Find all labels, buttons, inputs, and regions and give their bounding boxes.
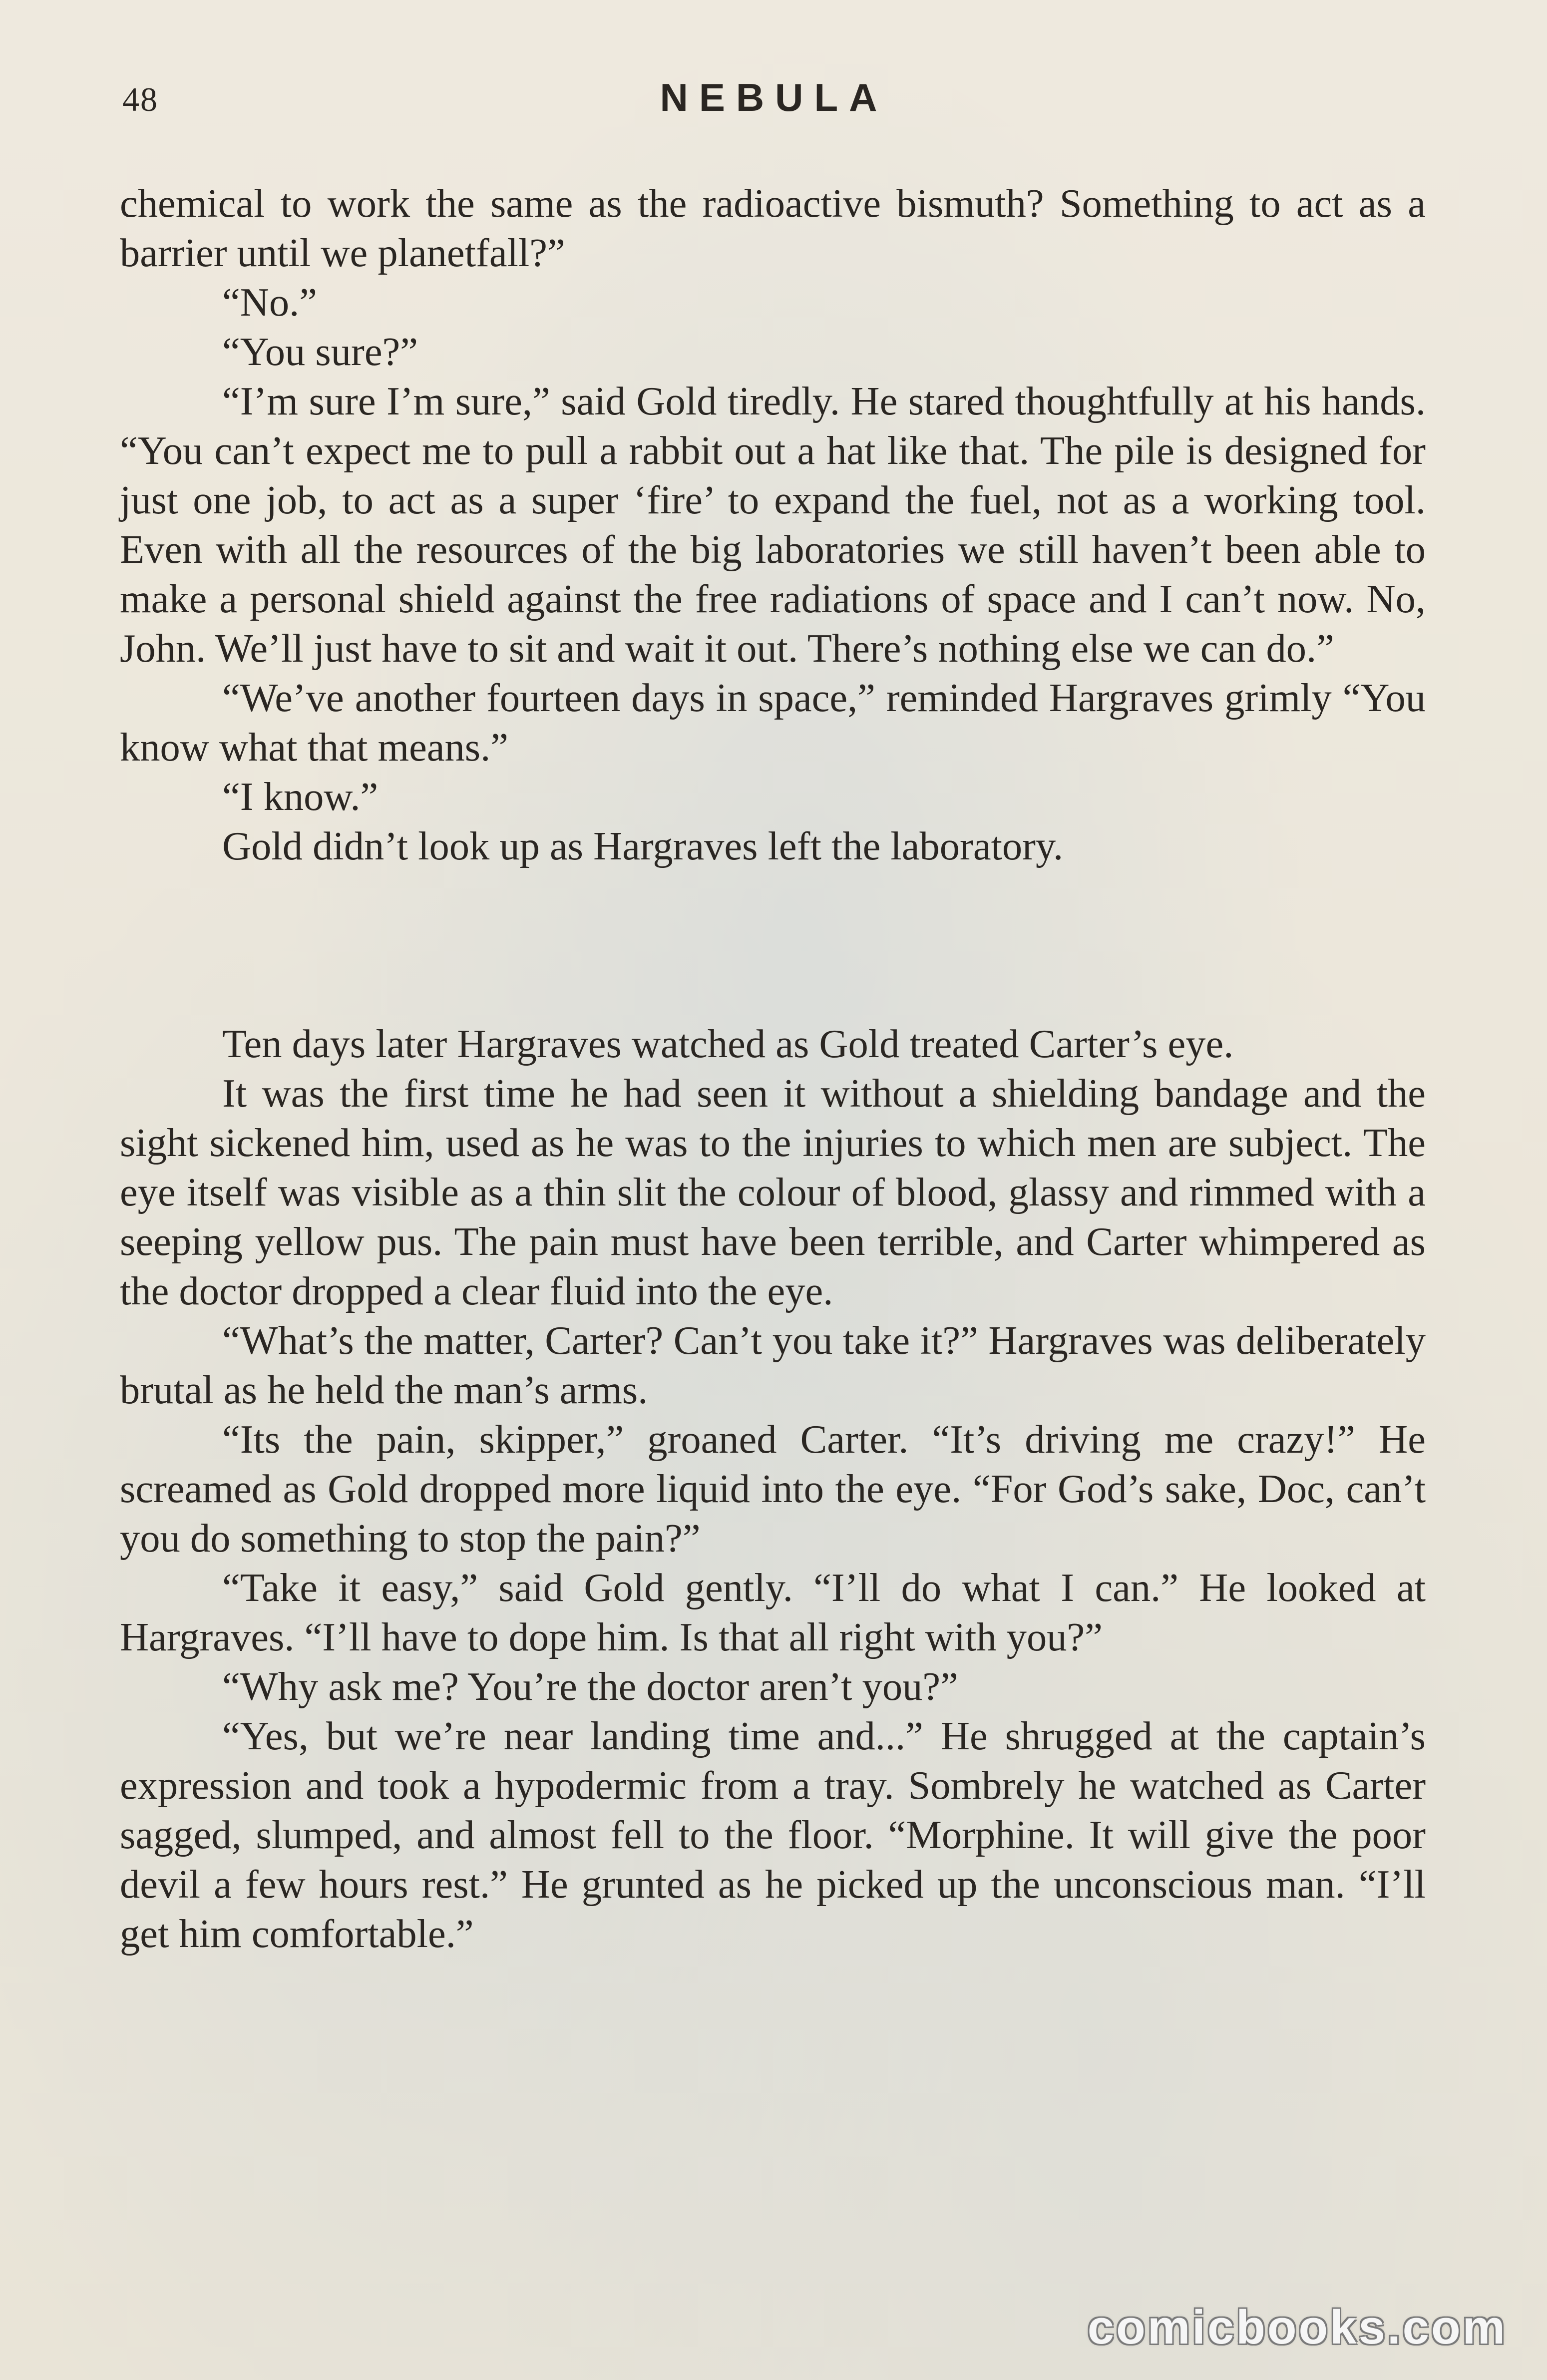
paragraph: “Why ask me? You’re the doctor aren’t you?” bbox=[222, 1664, 958, 1709]
paragraph: “I know.” bbox=[222, 775, 379, 819]
paragraph: “No.” bbox=[222, 280, 317, 325]
paragraph: “What’s the matter, Carter? Can’t you take it?” Hargraves was deliberately brutal as he held the man’s arms. bbox=[120, 1318, 1426, 1412]
paragraph: “We’ve another fourteen days in space,” reminded Hargraves grimly “You know what that means.” bbox=[120, 676, 1426, 770]
paragraph: chemical to work the same as the radioactive bismuth? Something to act as a barrier until we planetfall?” bbox=[120, 181, 1426, 275]
site-watermark: comicbooks.com bbox=[1087, 2301, 1507, 2354]
paragraph: Ten days later Hargraves watched as Gold treated Carter’s eye. bbox=[222, 1022, 1234, 1066]
paragraph: “Its the pain, skipper,” groaned Carter. “It’s driving me crazy!” He screamed as Gold dropped more liquid into the eye. “For God’s sake, Doc, can’t you do something to stop the pain?” bbox=[120, 1417, 1426, 1561]
paragraph: “Yes, but we’re near landing time and...” He shrugged at the captain’s expression and took a hypodermic from a tray. Sombrely he watched as Carter sagged, slumped, and almost fell to the floor. “Morphine. It will give the poor devil a few hours rest.” He grunted as he picked up the unconscious man. “I’ll get him comfortable.” bbox=[120, 1714, 1426, 1956]
paragraph: “Take it easy,” said Gold gently. “I’ll do what I can.” He looked at Hargraves. “I’ll have to dope him. Is that all right with you?” bbox=[120, 1566, 1426, 1659]
paragraph: Gold didn’t look up as Hargraves left the laboratory. bbox=[222, 824, 1064, 868]
running-title: NEBULA bbox=[660, 75, 888, 119]
paragraph: “You sure?” bbox=[222, 330, 418, 374]
page-number: 48 bbox=[122, 80, 158, 118]
body-text bbox=[120, 179, 1426, 1959]
paragraph: “I’m sure I’m sure,” said Gold tiredly. He stared thoughtfully at his hands. “You can’t expect me to pull a rabbit out a hat like that. The pile is designed for just one job, to act as a super ‘fire’ to expand the fuel, not as a working tool. Even with all the resources of the big laboratories we still haven’t been able to make a personal shield against the free radiations of space and I can’t now. No, John. We’ll just have to sit and wait it out. There’s nothing else we can do.” bbox=[120, 379, 1426, 671]
page-header bbox=[122, 75, 1426, 130]
section-break bbox=[120, 871, 1426, 1019]
paragraph: It was the first time he had seen it without a shielding bandage and the sight sickened him, used as he was to the injuries to which men are subject. The eye itself was visible as a thin slit the colour of blood, glassy and rimmed with a seeping yellow pus. The pain must have been terrible, and Carter whimpered as the doctor dropped a clear fluid into the eye. bbox=[120, 1071, 1426, 1313]
